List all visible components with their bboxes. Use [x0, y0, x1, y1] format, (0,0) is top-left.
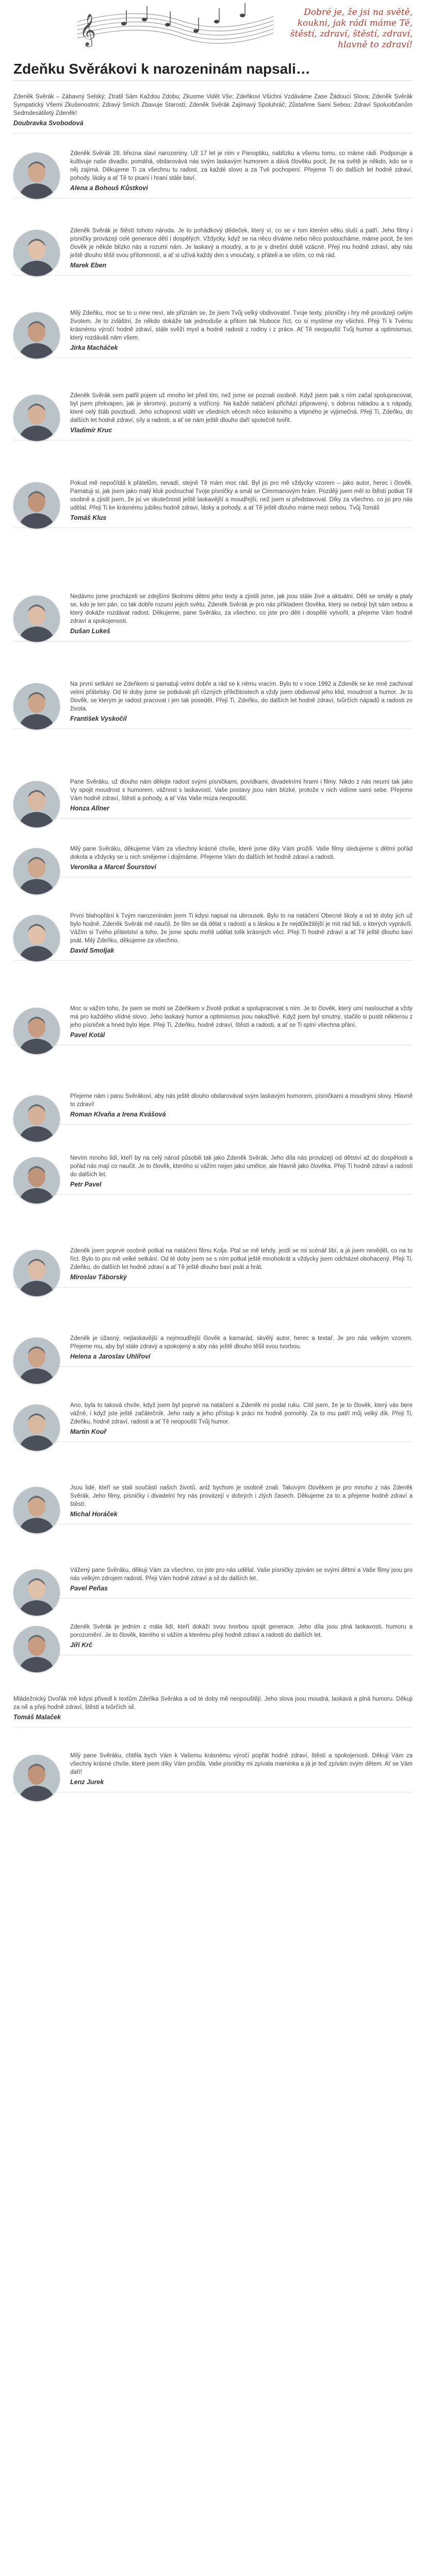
author-photo [13, 781, 60, 827]
greeting-text: Zdeněk Svěrák je štěstí tohoto národa. Je to pohádkový dědeček, který ví, co se v tom kterém věku sluší a patří. Jeho filmy i písničky provázejí celé generace dětí i dospělých. Vždycky, když se na něco díváme nebo něco posloucháme, máme pocit, že ten člověk je někde blízko nás a rozumí nám. Je laskavý a moudrý, a to je v dnešní době vzácné. Přeji mu hodně zdraví, aby nás ještě dlouho těšil svou přítomností, a ať si užívá každý den s vnoučaty, s přáteli a se vším, co má rád. [70, 228, 413, 259]
greeting-entry [13, 1566, 413, 1599]
greeting-entry [13, 1247, 413, 1287]
greeting-entry [13, 912, 413, 961]
music-staff-decoration [77, 1, 273, 58]
entry-divider [13, 275, 413, 276]
author-photo [13, 395, 60, 441]
greeting-text: Milý pane Svěráku, děkujeme Vám za všechny krásné chvíle, které jsme díky Vám prožili. Vaše filmy sledujeme s dětmi pořád dokola a vždycky se u nich smějeme i dojímáme. Přejeme Vám do dalších let hodně zdraví a radosti. [70, 846, 413, 860]
author-photo [13, 1095, 60, 1142]
greeting-text: Přejeme nám i panu Svěrákovi, aby nás ještě dlouho obdarovával svým laskavým humorem, písničkami a moudrými slovy. Hlavně to zdraví! [70, 1093, 413, 1108]
greeting-text: Zdeněk Svěrák – Zábavný Selský; Ztratil Sám Každou Zdobu; Zkusme Vidět Vše; Zdeňkovi Všichni Vzdáváme Zase Žádoucí Slova; Zdeněk Svěrák Sympatický Všemi Zkušenostmi; Zdravý Smích Zbavuje Starostí; Zdeněk Svěrák Zajímavý Spoluhráč; Zůstaňme Sami Sebou; Zdraví Spoluobčanům Sedmdesátiletý Zdeněk! [13, 94, 413, 116]
header [0, 0, 426, 82]
greeting-text: Nevím mnoho lidí, kteří by na celý národ působili tak jako Zdeněk Svěrák. Jeho díla nás provázejí od dětství až do dospělosti a pořád nás mají co naučit. Je to člověk, kterého si vážím nejen jako umělce, ale hlavně jako člověka. Přeji Ti hodně zdraví a radosti do dalších let. [70, 1155, 413, 1178]
greeting-entry [13, 1752, 413, 1792]
svg-text:𝄞: 𝄞 [79, 13, 96, 46]
greeting-signature: Petr Pavel [70, 1181, 102, 1188]
author-photo [13, 152, 60, 199]
author-photo [13, 1250, 60, 1296]
author-photo [13, 1337, 60, 1384]
entry-divider [13, 1124, 413, 1125]
greeting-text: Zdeněk Svěrák sem patřil pojem už mnoho let před tím, než jsme se poznali osobně. Když jsem pak s ním začal spolupracovat, byl jsem překvapen, jak je skromný, pozorný a vstřícný. Na každé natáčení přichází připravený, s dobrou náladou a s nápady, které celý štáb povzbudí. Jeho schopnost vidět ve všedních věcech něco krásného a vtipného je výjimečná. Přeji Ti, Zdeňku, do dalších let hodně zdraví, síly a radosti, a ať se nám ještě dlouho daří společně tvořit. [70, 393, 413, 423]
author-photo [13, 1569, 60, 1616]
greeting-entry [13, 1154, 413, 1195]
greeting-signature: Pavel Kotál [70, 1031, 105, 1039]
greeting-entry [13, 1695, 413, 1727]
greeting-text: Zdeněk je úžasný, nejlaskavější a nejmoudřejší člověk a kamarád, skvělý autor, herec a textař. Je pro nás velkým vzorem. Přejeme mu, aby byl stále zdravý a spokojený a aby nás ještě dlouho těšil svou tvorbou. [70, 1335, 413, 1350]
entry-divider [13, 728, 413, 729]
greeting-text: Pane Svěráku, už dlouho nám dělejte radost svými písničkami, povídkami, divadelními hrami i filmy. Nikdo z nás neumí tak jako Vy spojit moudrost s humorem, vážnost s laskavostí. Vaše postavy jsou nám blízké, protože v nich vidíme sami sebe. Přejeme Vám hodně zdraví, štěstí a pohody, a ať Vás Vaše múza neopouští. [70, 779, 413, 802]
greeting-text: Zdeněk Svěrák 28. března slaví narozeniny. Už 17 let je ním v Panoptiku, nablízku a všemu tomu, co máme rádi. Podporuje a kultivuje naše divadlo, pomáhá, obdarovává nás svým laskavým humorem a dává člověku pocit, že na světě je někdo, kdo se o něj zajímá. Děkujeme Ti za všechnu tu radost, za každé slovo a za Tvé pochopení. Přejeme Ti do dalších let hodně zdraví, pohody, lásky a ať Tě to psaní i hraní stále baví. [70, 150, 413, 181]
greeting-text: První blahopřání k Tvým narozeninám jsem Ti kdysi napsal na ubrousek. Bylo to na natáčení Obecné školy a od té doby jich už bylo hodně. Zdeněk Svěrák mě naučil, že film se dá dělat s radostí a s láskou a že nejdůležitější je mít rád lidi, o kterých vyprávíš. Vážím si Tvého přátelství a toho, že jsme spolu mohli udělat tolik krásných věcí. Přeji Ti hodně zdraví a ať Tě ještě dlouho baví psát. Milý Zdeňku, děkujeme za všechno. [70, 913, 413, 944]
greeting-entry [13, 1005, 413, 1045]
greeting-entry [13, 845, 413, 877]
greeting-signature: Doubravka Svobodová [13, 120, 84, 127]
author-photo [13, 1755, 60, 1801]
author-photo [13, 482, 60, 529]
greeting-entry [13, 680, 413, 729]
author-photo [13, 1157, 60, 1204]
author-photo [13, 1008, 60, 1054]
greeting-entry [13, 1623, 413, 1655]
greeting-entry [13, 1401, 413, 1442]
author-photo [13, 1487, 60, 1533]
greeting-entry [13, 1334, 413, 1367]
title-divider [13, 80, 413, 81]
greeting-entry [13, 778, 413, 819]
header-motto: Dobré je, že jsi na světě, koukni, jak rádi máme Tě, štěstí, zdraví, štěstí, zdraví, hlavně to zdraví! [290, 7, 413, 50]
greeting-entry [13, 592, 413, 641]
author-photo [13, 1404, 60, 1451]
greeting-text: Nedávno jsme procházeli se zdejšími školními dětmi jeho texty a zjistili jsme, jak jsou stále živé a aktuální. Děti se smály a ptaly se, kdo je ten pán, co tak dobře rozumí jejich světu. Zdeněk Svěrák je pro nás příkladem člověka, který se nebojí být sám sebou a který dokáže rozdávat radost. Děkujeme, pane Svěráku, za všechno, co jste pro děti i dospělé vytvořil, a přejeme Vám hodně zdraví a spokojenosti. [70, 594, 413, 624]
greeting-signature: Roman Klvaňa a Irena Kvášová [70, 1111, 166, 1118]
author-photo [13, 596, 60, 642]
greeting-signature: František Vyskočil [70, 715, 127, 722]
greeting-entry [13, 149, 413, 198]
greeting-text: Milý Zdeňku, moc se to u mne neví, ale přiznám se, že jsem Tvůj velký obdivovatel. Tvoje texty, písničky i hry mě provázejí celým životem. Je to zvláštní, že někdo dokáže tak jednoduše a přitom tak hluboce říct, co si myslíme my všichni. Přeji Ti k Tvému krásnému výročí hodně zdraví, stále svěží mysl a hodně radosti z rodiny i z práce. Ať Tě neopouští Tvůj humor a optimismus, který rozdáváš nám všem. [70, 310, 413, 341]
greeting-text: Na první setkání se Zdeňkem si pamatuji velmi dobře a rád se k němu vracím. Bylo to v roce 1992 a Zdeněk se ke mně zachoval velmi přátelsky. Od té doby jsme se potkávali při různých příležitostech a vždy jsem obdivoval jeho klid, moudrost a humor. Je to člověk, se kterým je radost pracovat i jen tak posedět. Přeji Ti, Zdeňku, do dalších let hodně zdraví, tvůrčích nápadů a radosti ze života. [70, 681, 413, 712]
greeting-signature: Dušan Lukeš [70, 628, 110, 635]
entry-divider [13, 1598, 413, 1599]
greeting-signature: Veronika a Marcel Šourstovi [70, 863, 156, 871]
author-photo [13, 230, 60, 276]
greeting-signature: Jiří Krč [70, 1641, 93, 1649]
greeting-text: Moc si vážím toho, že jsem se mohl se Zdeňkem v životě potkat a spolupracovat s ním. Je to člověk, který umí naslouchat a vždy má pro každého vlídné slovo. Jeho laskavý humor a optimismus jsou nakažlivé. Když jsem byl smutný, stačilo si pustit některou z jeho písniček a hned bylo lépe. Přeji Ti, Zdeňku, hodně zdraví, štěstí a radosti, a ať se Ti splní všechna přání. [70, 1006, 413, 1028]
page-title: Zdeňku Svěrákovi k narozeninám napsali… [13, 61, 310, 77]
greeting-entry [13, 1484, 413, 1524]
author-photo [13, 683, 60, 730]
greeting-text: Milý pane Svěráku, chtěla bych Vám k Vašemu krásnému výročí popřát hodně zdraví, štěstí a spokojenosti. Děkuji Vám za všechny krásné chvíle, které jsem díky Vám prožila. Vaše písničky mi zpívala maminka a já je teď zpívám svým dětem. Ať se Vám daří! [70, 1753, 413, 1775]
entry-divider [13, 960, 413, 961]
author-photo [13, 1626, 60, 1672]
greeting-text: Mládežnický Dvořák mě kdysi přivedl k textům Zdeňka Svěráka a od té doby mě neopouštějí. Jeho slova jsou moudrá, laskavá a plná humoru. Děkuji za ně a přeji hodně zdraví, štěstí a tvůrčích sil. [13, 1696, 413, 1710]
greeting-signature: Martin Kouř [70, 1428, 107, 1435]
greeting-entry [13, 309, 413, 358]
greeting-signature: David Smoljak [70, 947, 114, 954]
author-photo [13, 915, 60, 961]
greeting-text: Vážený pane Svěráku, děkuji Vám za všechno, co jste pro nás udělal. Vaše písničky zpívám se svými dětmi a Vaše filmy jsou pro nás velkým zdrojem radosti. Přeji Vám hodně zdraví a sil do dalších let. [70, 1567, 413, 1582]
greeting-text: Zdeněk jsem poprvé osobně potkal na natáčení filmu Kolja. Ptal se mě tehdy, jestli se mi scénář líbí, a já jsem nevěděl, co na to říct. Bylo to pro mě velké setkání. Od té doby jsem se s ním potkal ještě mnohokrát a vždycky jsem odcházel obohacený. Přeji Ti, Zdeňku, do dalších let hodně zdraví a ať Tě ještě dlouho baví psát a hrát. [70, 1248, 413, 1270]
greeting-signature: Tomáš Malaček [13, 1714, 61, 1721]
greeting-signature: Jirka Macháček [70, 344, 118, 351]
greeting-text: Zdeněk Svěrák je jedním z mála lidí, kteří dokáží svou tvorbou spojit generace. Jeho díla jsou plná laskavosti, humoru a porozumění. Je to člověk, kterého si vážím a kterému přeji hodně zdraví a radosti do dalších let. [70, 1624, 413, 1638]
entry-divider [13, 1194, 413, 1195]
greeting-signature: Lenz Jurek [70, 1778, 104, 1786]
greeting-signature: Alena a Bohouš Kůstkovi [70, 184, 148, 192]
greeting-signature: Michal Horáček [70, 1511, 118, 1518]
greeting-text: Ano, byla to taková chvíle, když jsem byl poprvé na natáčení a Zdeněk mi podal ruku. Cítil jsem, že je to člověk, který vás bere vážně, i když jste ještě začátečník. Jeho rady a jeho přístup k práci mi hodně pomohly. Za to mu patří můj velký dík. Přeji Ti, Zdeňku, hodně zdraví, radosti a ať Tě neopouští Tvůj humor. [70, 1402, 413, 1425]
greeting-text: Jsou lidé, kteří se stali součástí našich životů, aniž bychom je osobně znali. Takovým člověkem je pro mnoho z nás Zdeněk Svěrák. Jeho filmy, písničky i divadelní hry nás provázejí v dobrých i zlých časech. Děkujeme za to a přejeme hodně zdraví a štěstí. [70, 1485, 413, 1507]
greeting-signature: Honza Allner [70, 805, 109, 812]
entry-divider [13, 1366, 413, 1367]
greeting-entry [13, 227, 413, 276]
greeting-entry [13, 1092, 413, 1125]
greeting-signature: Miroslav Táborský [70, 1274, 127, 1281]
greeting-signature: Vladimír Kruc [70, 427, 112, 434]
greeting-entry [13, 479, 413, 528]
greeting-signature: Helena a Jaroslav Uhlířovi [70, 1353, 151, 1360]
greeting-entry [13, 93, 413, 133]
author-photo [13, 848, 60, 894]
greeting-signature: Pavel Peňas [70, 1585, 108, 1592]
greeting-signature: Marek Eben [70, 262, 107, 269]
greeting-entry [13, 392, 413, 440]
author-photo [13, 312, 60, 359]
greeting-text: Pokud mě nepočítáš k přátelům, nevadí, stejně Tě mám moc rád. Byl jsi pro mě vždycky vzorem – jako autor, herec i člověk. Pamatuji si, jak jsem jako malý kluk poslouchal Tvoje písničky a smál se Cimrmanovým hrám. Později jsem měl to štěstí potkat Tě osobně a zjistil jsem, že jsi ve skutečnosti ještě laskavější a moudřejší, než jsem si představoval. Díky za všechno, co jsi pro nás udělal. Přeji Ti ke krásnému jubileu hodně zdraví, lásky a pohody, a ať Tě ještě dlouho máme mezi sebou. Tvůj Tomáš [70, 480, 413, 511]
entry-divider [13, 818, 413, 819]
greeting-signature: Tomáš Klus [70, 514, 107, 521]
